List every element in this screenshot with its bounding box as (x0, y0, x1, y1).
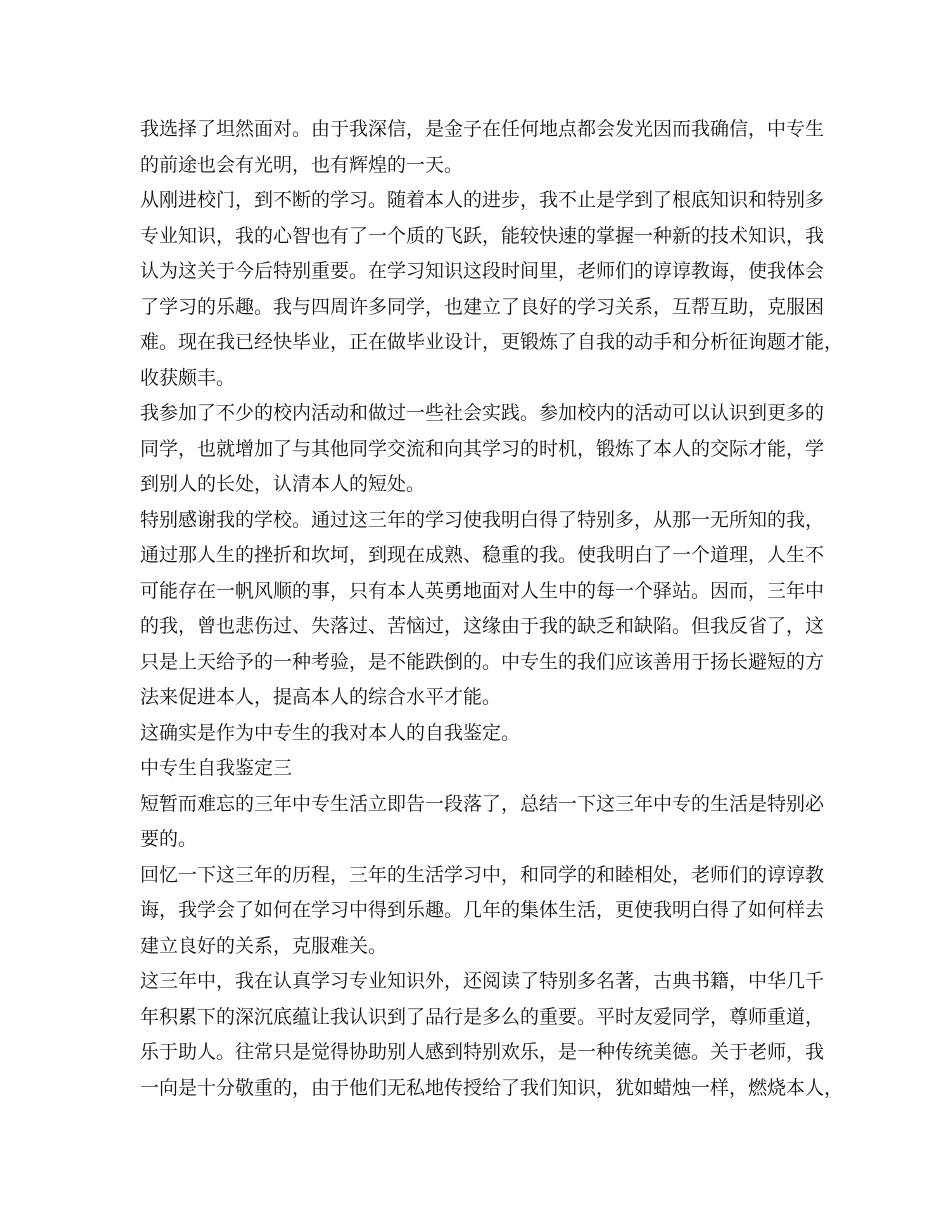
section-heading: 中专生自我鉴定三 (140, 757, 293, 779)
text-line: 专业知识，我的心智也有了一个质的飞跃，能较快速的掌握一种新的技术知识，我 (140, 224, 825, 247)
text-line: 认为这关于今后特别重要。在学习知识这段时间里，老师们的谆谆教诲，使我体会 (140, 260, 825, 282)
text-line: 只是上天给予的一种考验，是不能跌倒的。中专生的我们应该善用于扬长避短的方 (140, 650, 825, 673)
text-line: 到别人的长处，认清本人的短处。 (140, 473, 426, 495)
text-line: 我参加了不少的校内活动和做过一些社会实践。参加校内的活动可以认识到更多的 (140, 402, 825, 424)
text-line: 要的。 (140, 828, 198, 850)
text-line: 年积累下的深沉底蕴让我认识到了品行是多么的重要。平时友爱同学，尊师重道， (140, 1005, 825, 1028)
text-line: 乐于助人。往常只是觉得协助别人感到特别欢乐，是一种传统美德。关于老师，我 (140, 1041, 825, 1063)
text-line: 短暂而难忘的三年中专生活立即告一段落了，总结一下这三年中专的生活是特别必 (140, 792, 825, 815)
text-line: 的我，曾也悲伤过、失落过、苦恼过，这缘由于我的缺乏和缺陷。但我反省了，这 (140, 615, 825, 637)
text-line: 一向是十分敬重的，由于他们无私地传授给了我们知识，犹如蜡烛一样，燃烧本人， (140, 1076, 844, 1099)
text-line: 收获颇丰。 (140, 366, 236, 389)
text-line: 的前途也会有光明，也有辉煌的一天。 (140, 153, 464, 176)
text-line: 特别感谢我的学校。通过这三年的学习使我明白得了特别多，从那一无所知的我， (140, 508, 825, 531)
text-line: 建立良好的关系，克服难关。 (140, 934, 388, 957)
text-line: 可能存在一帆风顺的事，只有本人英勇地面对人生中的每一个驿站。因而，三年中 (140, 579, 825, 602)
document-body (140, 112, 844, 1106)
text-line: 我选择了坦然面对。由于我深信，是金子在任何地点都会发光因而我确信，中专生 (140, 118, 825, 140)
text-line: 这确实是作为中专生的我对本人的自我鉴定。 (140, 721, 521, 744)
text-line: 难。现在我已经快毕业，正在做毕业设计，更锻炼了自我的动手和分析征询题才能， (140, 331, 844, 353)
text-line: 通过那人生的挫折和坎坷，到现在成熟、稳重的我。使我明白了一个道理，人生不 (140, 544, 825, 566)
text-line: 诲，我学会了如何在学习中得到乐趣。几年的集体生活，更使我明白得了如何样去 (140, 899, 825, 921)
text-line: 从刚进校门，到不断的学习。随着本人的进步，我不止是学到了根底知识和特别多 (140, 189, 825, 211)
text-line: 回忆一下这三年的历程，三年的生活学习中，和同学的和睦相处，老师们的谆谆教 (140, 863, 825, 886)
text-line: 了学习的乐趣。我与四周许多同学，也建立了良好的学习关系，互帮互助，克服困 (140, 295, 825, 318)
text-line: 同学，也就增加了与其他同学交流和向其学习的时机，锻炼了本人的交际才能，学 (140, 437, 825, 460)
text-line: 法来促进本人，提高本人的综合水平才能。 (140, 686, 502, 708)
text-line: 这三年中，我在认真学习专业知识外，还阅读了特别多名著，古典书籍，中华几千 (140, 970, 825, 992)
